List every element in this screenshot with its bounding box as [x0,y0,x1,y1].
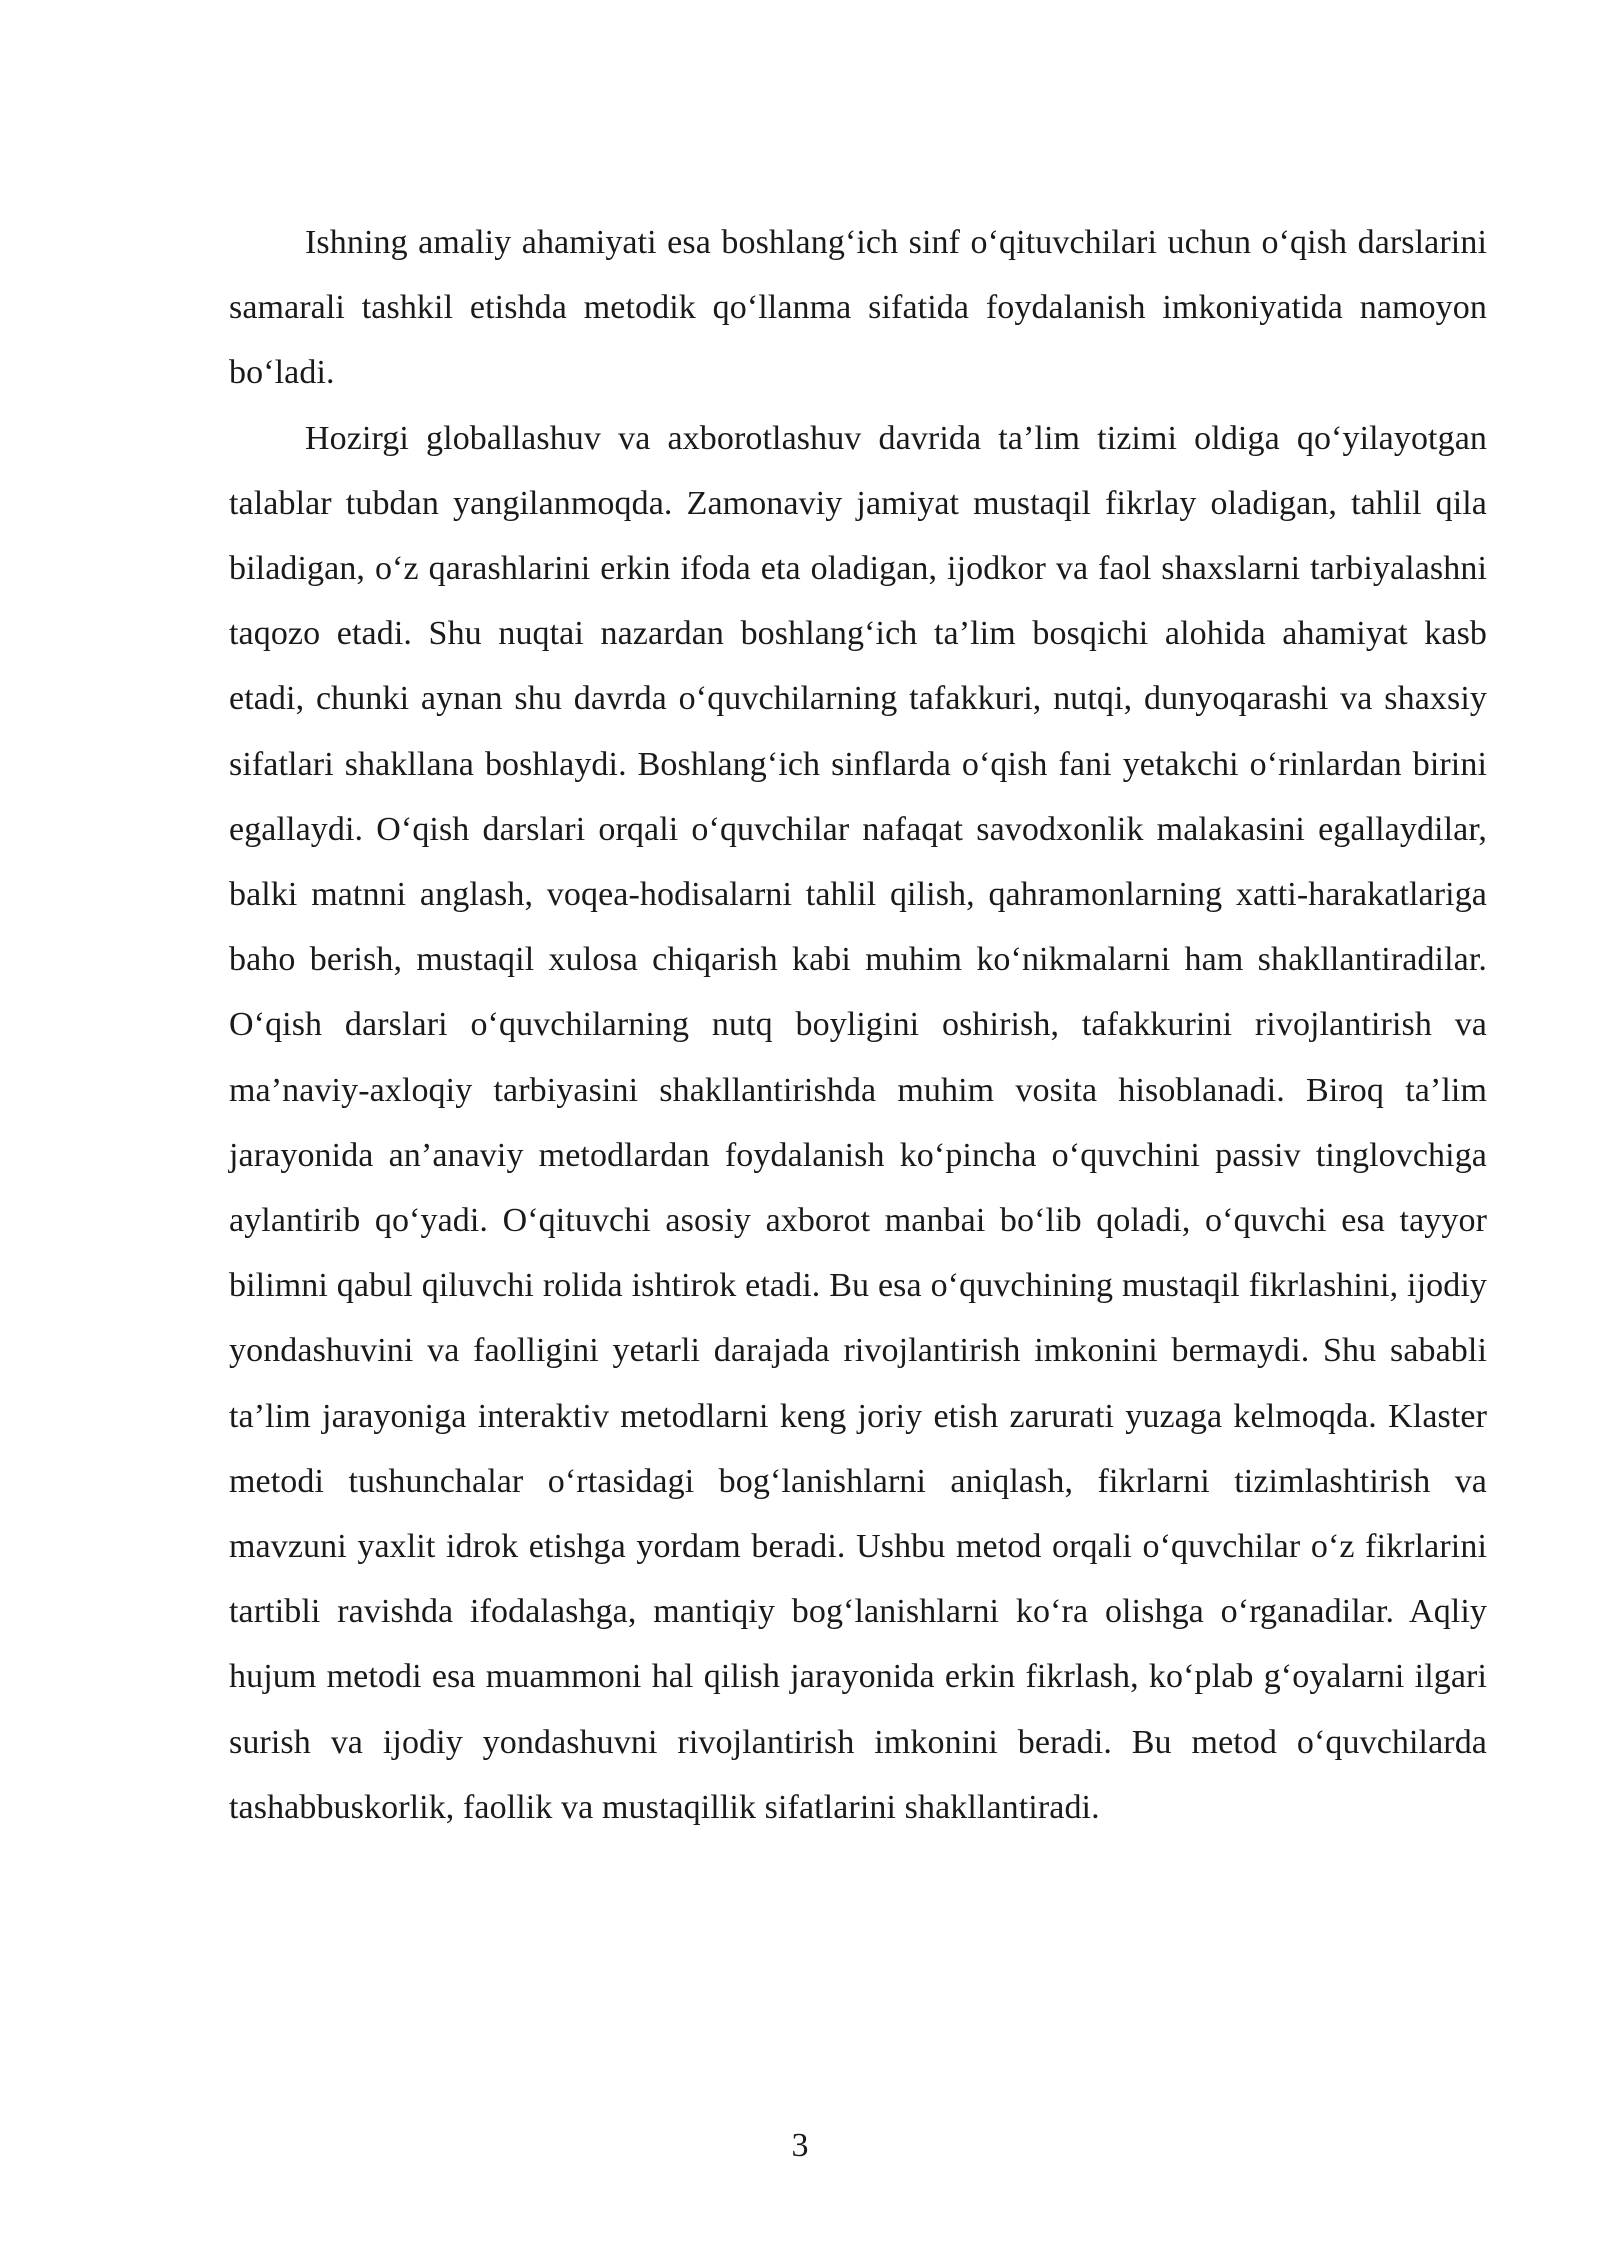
body-text [229,210,1487,1840]
paragraph-interactive-methods: Hozirgi globallashuv va axborotlashuv davrida ta’lim tizimi oldiga qo‘yilayotgan talablar tubdan yangilanmoqda. Zamonaviy jamiyat mustaqil fikrlay oladigan, tahlil qila biladigan, o‘z qarashlarini erkin ifoda eta oladigan, ijodkor va faol shaxslarni tarbiyalashni taqozo etadi. Shu nuqtai nazardan boshlang‘ich ta’lim bosqichi alohida ahamiyat kasb etadi, chunki aynan shu davrda o‘quvchilarning tafakkuri, nutqi, dunyoqarashi va shaxsiy sifatlari shakllana boshlaydi. Boshlang‘ich sinflarda o‘qish fani yetakchi o‘rinlardan birini egallaydi. O‘qish darslari orqali o‘quvchilar nafaqat savodxonlik malakasini egallaydilar, balki matnni anglash, voqea-hodisalarni tahlil qilish, qahramonlarning xatti-harakatlariga baho berish, mustaqil xulosa chiqarish kabi muhim ko‘nikmalarni ham shakllantiradilar. O‘qish darslari o‘quvchilarning nutq boyligini oshirish, tafakkurini rivojlantirish va ma’naviy-axloqiy tarbiyasini shakllantirishda muhim vosita hisoblanadi. Biroq ta’lim jarayonida an’anaviy metodlardan foydalanish ko‘pincha o‘quvchini passiv tinglovchiga aylantirib qo‘yadi. O‘qituvchi asosiy axborot manbai bo‘lib qoladi, o‘quvchi esa tayyor bilimni qabul qiluvchi rolida ishtirok etadi. Bu esa o‘quvchining mustaqil fikrlashini, ijodiy yondashuvini va faolligini yetarli darajada rivojlantirish imkonini bermaydi. Shu sababli ta’lim jarayoniga interaktiv metodlarni keng joriy etish zarurati yuzaga kelmoqda. Klaster metodi tushunchalar o‘rtasidagi bog‘lanishlarni aniqlash, fikrlarni tizimlashtirish va mavzuni yaxlit idrok etishga yordam beradi. Ushbu metod orqali o‘quvchilar o‘z fikrlarini tartibli ravishda ifodalashga, mantiqiy bog‘lanishlarni ko‘ra olishga o‘rganadilar. Aqliy hujum metodi esa muammoni hal qilish jarayonida erkin fikrlash, ko‘plab g‘oyalarni ilgari surish va ijodiy yondashuvni rivojlantirish imkonini beradi. Bu metod o‘quvchilarda tashabbuskorlik, faollik va mustaqillik sifatlarini shakllantiradi. [229,419,1487,1826]
page-number: 3 [791,2127,809,2164]
paragraph-practical-significance: Ishning amaliy ahamiyati esa boshlang‘ich sinf o‘qituvchilari uchun o‘qish darslarini samarali tashkil etishda metodik qo‘llanma sifatida foydalanish imkoniyatida namoyon bo‘ladi. [229,224,1487,392]
